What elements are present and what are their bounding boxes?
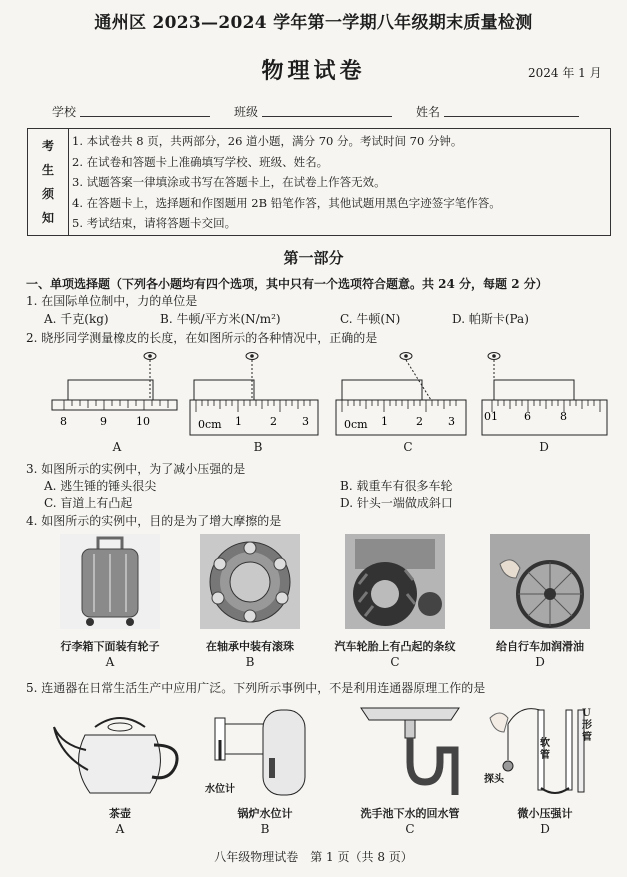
luggage-icon [60, 534, 160, 629]
q5-caption-a: 茶壶 [109, 807, 131, 820]
tire-photo [345, 534, 445, 629]
q3-option-d[interactable]: D. 针头一端做成斜口 [340, 496, 453, 510]
q3-option-a[interactable]: A. 逃生锤的锤头很尖 [44, 479, 157, 493]
notice-item: 4. 在答题卡上，选择题和作图题用 2B 铅笔作答，其他试题用黑色字迹签字笔作答。 [72, 195, 501, 210]
gauge-annotation: 水位计 [205, 784, 235, 795]
section-title: 第一部分 [283, 249, 344, 267]
ruler-figure-d [480, 348, 610, 443]
q4-caption-b: 在轴承中装有滚珠 [206, 640, 294, 653]
q5-caption-c: 洗手池下水的回水管 [360, 807, 460, 820]
class-field[interactable] [262, 116, 392, 117]
probe-annotation: 探头 [484, 774, 504, 785]
exam-notice-box [27, 128, 611, 236]
ruler-c-label[interactable]: C [403, 440, 413, 454]
bicycle-oil-photo [490, 534, 590, 629]
bicycle-icon [490, 534, 590, 629]
ruler-figure-c [336, 348, 471, 443]
ruler-d-label[interactable]: D [539, 440, 549, 454]
ruler-d-tick: 8 [560, 410, 567, 423]
q5-caption-b: 锅炉水位计 [237, 807, 293, 820]
ruler-a-tick: 9 [100, 415, 107, 428]
q1-option-a[interactable]: A. 千克(kg) [44, 312, 109, 326]
ruler-c-tick: 2 [416, 415, 423, 428]
ruler-b-tick: 0cm [198, 418, 222, 431]
q4-stem: 4. 如图所示的实例中，目的是为了增大摩擦的是 [26, 514, 282, 528]
ruler-d-tick: 6 [524, 410, 531, 423]
q4-option-b[interactable]: B [245, 655, 255, 669]
bearing-icon [200, 534, 300, 629]
q4-option-a[interactable]: A [105, 655, 115, 669]
q5-option-c[interactable]: C [405, 822, 415, 836]
exam-date: 2024 年 1 月 [528, 66, 602, 80]
q4-option-c[interactable]: C [390, 655, 400, 669]
q3-stem: 3. 如图所示的实例中，为了减小压强的是 [26, 462, 246, 476]
q5-stem: 5. 连通器在日常生活生产中应用广泛。下列所示事例中，不是利用连通器原理工作的是 [26, 681, 486, 695]
q1-option-c[interactable]: C. 牛顿(N) [340, 312, 401, 326]
teapot-figure [50, 705, 190, 800]
q2-stem: 2. 晓彤同学测量橡皮的长度，在如图所示的各种情况中，正确的是 [26, 331, 378, 345]
paper-title: 物理试卷 [261, 58, 366, 84]
ruler-figure-a [50, 348, 180, 443]
ruler-c-tick: 0cm [344, 418, 368, 431]
ruler-b-label[interactable]: B [253, 440, 263, 454]
q3-option-b[interactable]: B. 载重车有很多车轮 [340, 479, 453, 493]
section-instruction: 一、单项选择题（下列各小题均有四个选项，其中只有一个选项符合题意。共 24 分，每题 2 分） [26, 277, 548, 291]
q4-caption-a: 行李箱下面装有轮子 [60, 640, 160, 653]
q1-option-d[interactable]: D. 帕斯卡(Pa) [452, 312, 529, 326]
q5-option-d[interactable]: D [540, 822, 550, 836]
ruler-b-tick: 1 [235, 415, 242, 428]
notice-item: 2. 在试卷和答题卡上准确填写学校、班级、姓名。 [72, 154, 329, 169]
ruler-figure-b [190, 348, 322, 443]
ruler-c-tick: 3 [448, 415, 455, 428]
notice-item: 1. 本试卷共 8 页，共两部分，26 道小题，满分 70 分。考试时间 70 分钟。 [72, 134, 463, 148]
q4-option-d[interactable]: D [535, 655, 545, 669]
q5-option-b[interactable]: B [260, 822, 270, 836]
q3-option-c[interactable]: C. 盲道上有凸起 [44, 496, 133, 510]
q4-caption-d: 给自行车加润滑油 [496, 640, 584, 653]
hose-annotation: 软管 [540, 738, 550, 761]
u-tube-annotation: U形管 [582, 708, 592, 743]
q5-caption-d: 微小压强计 [517, 807, 573, 820]
q4-caption-c: 汽车轮胎上有凸起的条纹 [334, 640, 456, 653]
ruler-c-tick: 1 [381, 415, 388, 428]
ruler-a-tick: 10 [136, 415, 150, 428]
school-field[interactable] [80, 116, 210, 117]
ruler-a-label[interactable]: A [112, 440, 122, 454]
ruler-a-tick: 8 [60, 415, 67, 428]
notice-side-label: 考 生 须 知 [28, 129, 69, 235]
school-label: 学校 [52, 105, 77, 119]
q5-option-a[interactable]: A [115, 822, 125, 836]
ruler-d-tick: 01 [484, 410, 498, 423]
bearing-photo [200, 534, 300, 629]
manometer-figure [480, 700, 595, 800]
sink-figure [355, 700, 465, 800]
tire-icon [345, 534, 445, 629]
notice-item: 3. 试题答案一律填涂或书写在答题卡上，在试卷上作答无效。 [72, 175, 386, 189]
luggage-photo [60, 534, 160, 629]
notice-list [72, 131, 501, 234]
page-footer: 八年级物理试卷 第 1 页（共 8 页） [214, 850, 413, 864]
ruler-b-tick: 3 [302, 415, 309, 428]
exam-title: 通州区 2023—2024 学年第一学期八年级期末质量检测 [94, 13, 533, 33]
notice-item: 5. 考试结束，请将答题卡交回。 [72, 216, 237, 230]
ruler-b-tick: 2 [270, 415, 277, 428]
class-label: 班级 [234, 105, 259, 119]
name-label: 姓名 [416, 105, 441, 119]
name-field[interactable] [444, 116, 579, 117]
q1-option-b[interactable]: B. 牛顿/平方米(N/m²) [160, 312, 281, 326]
q1-stem: 1. 在国际单位制中，力的单位是 [26, 294, 198, 308]
